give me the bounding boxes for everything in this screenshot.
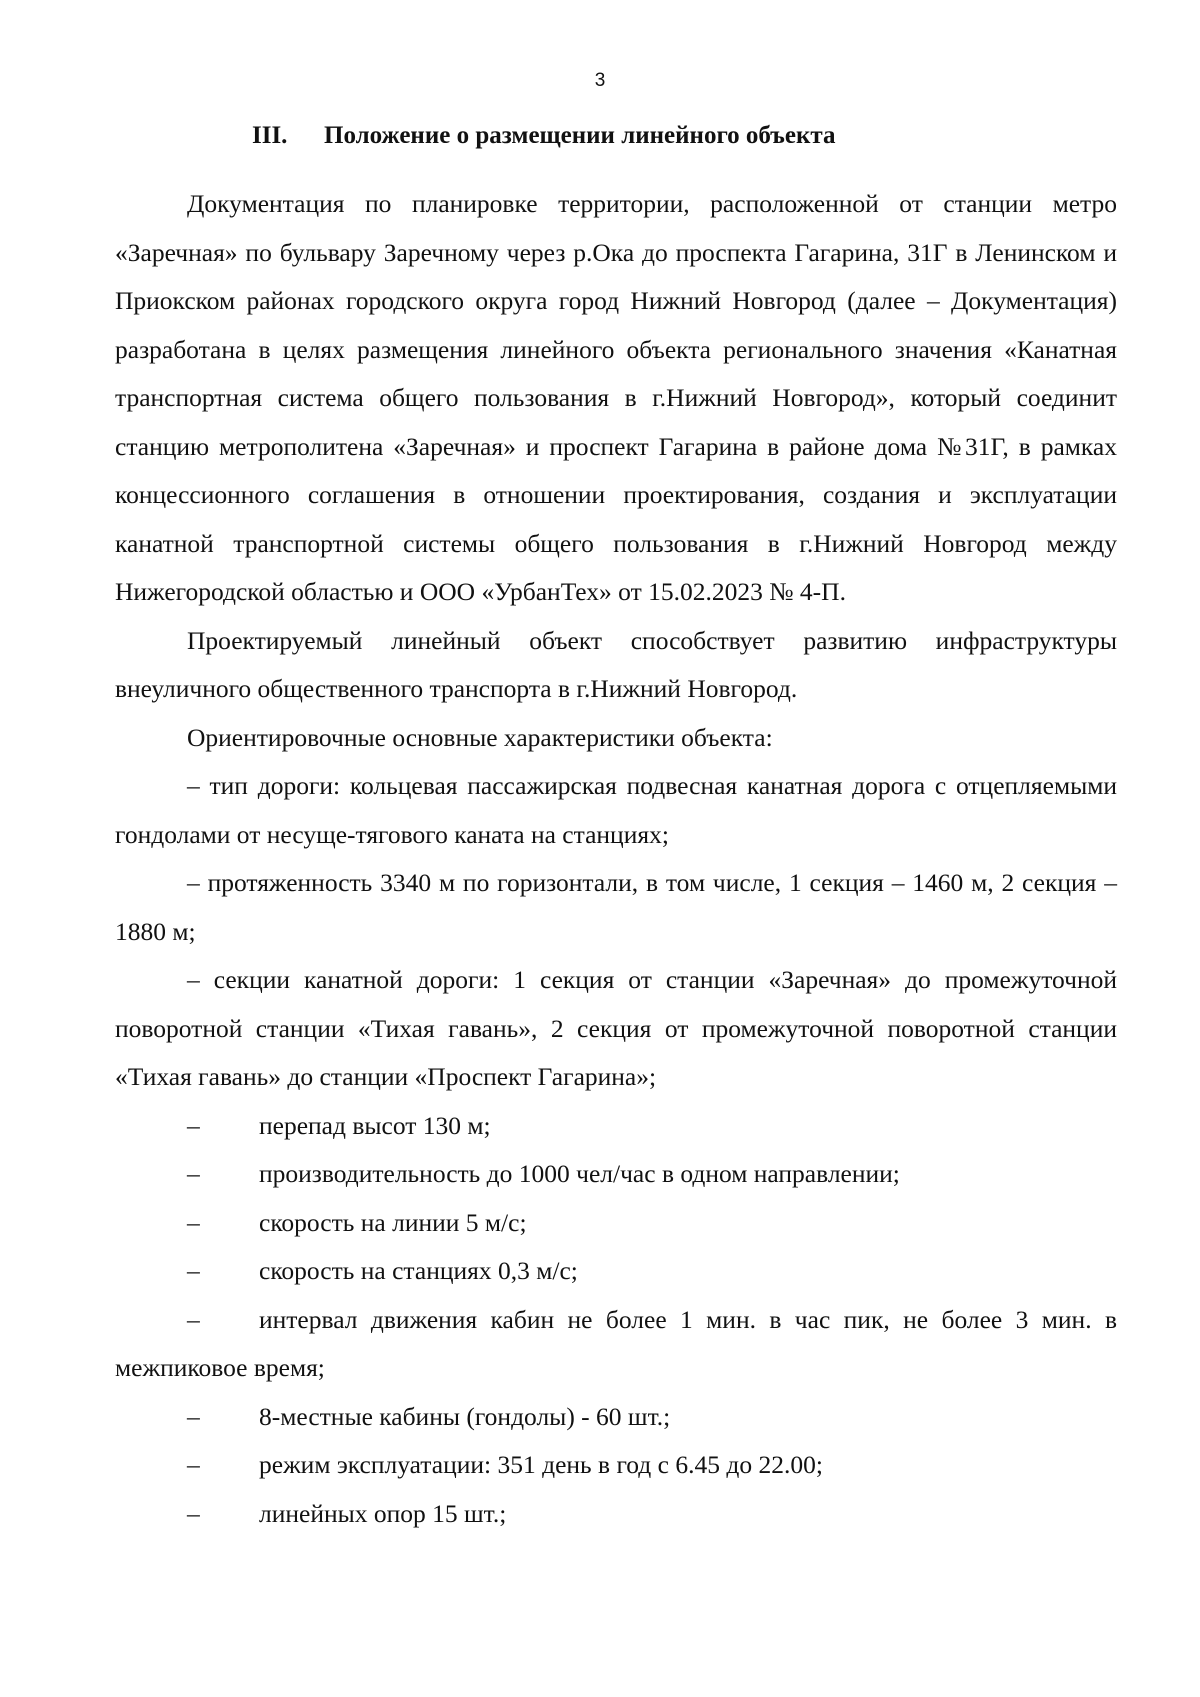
list-dash: – [187, 1159, 200, 1188]
section-number: III. [252, 122, 288, 149]
paragraph-sections: – секции канатной дороги: 1 секция от станции «Заречная» до промежуточной поворотной станции «Тихая гавань», 2 секция от промежуточной поворотной станции «Тихая гавань» до станции «Проспект Гагарина»; [115, 965, 1117, 1091]
list-item-text: скорость на линии 5 м/с; [259, 1207, 527, 1237]
list-dash: – [187, 1450, 200, 1479]
section-heading [252, 122, 835, 150]
list-item-text: производительность до 1000 чел/час в одном направлении; [259, 1159, 900, 1188]
paragraph-documentation: Документация по планировке территории, расположенной от станции метро «Заречная» по бульвару Заречному через р.Ока до проспекта Гагарина, 31Г в Ленинском и Приокском районах городского округа город Нижний Новгород (далее – Документация) разработана в целях размещения линейного объекта регионального значения «Канатная транспортная система общего пользования в г.Нижний Новгород», который соединит станцию метрополитена «Заречная» и проспект Гагарина в районе дома №31Г, в рамках концессионного соглашения в отношении проектирования, создания и эксплуатации канатной транспортной системы общего пользования в г.Нижний Новгород между Нижегородской областью и ООО «УрбанТех» от 15.02.2023 № 4-П. [115, 189, 1117, 606]
list-item [115, 1199, 1117, 1248]
list-item [115, 1150, 1117, 1199]
list-item-text: режим эксплуатации: 351 день в год с 6.45 до 22.00; [259, 1450, 823, 1479]
document-body [115, 180, 1117, 1538]
list-item [115, 1296, 1117, 1393]
list-item-text: 8-местные кабины (гондолы) - 60 шт.; [259, 1401, 671, 1431]
paragraph-road-type: – тип дороги: кольцевая пассажирская подвесная канатная дорога с отцепляемыми гондолами от несуще-тягового каната на станциях; [115, 771, 1117, 849]
section-title: Положение о размещении линейного объекта [324, 122, 836, 149]
paragraph-length: – протяженность 3340 м по горизонтали, в том числе, 1 секция – 1460 м, 2 секция – 1880 м; [115, 868, 1117, 946]
list-item [115, 1102, 1117, 1151]
list-item [115, 1441, 1117, 1490]
page-number: 3 [594, 70, 606, 91]
list-dash: – [187, 1304, 200, 1334]
list-dash: – [187, 1207, 200, 1237]
list-item-text: линейных опор 15 шт.; [259, 1498, 507, 1528]
list-item-text: интервал движения кабин не более 1 мин. в час пик, не более 3 мин. в межпиковое время; [115, 1304, 1117, 1382]
list-item-text: перепад высот 130 м; [259, 1110, 491, 1140]
paragraph-purpose: Проектируемый линейный объект способствует развитию инфраструктуры внеуличного общественного транспорта в г.Нижний Новгород. [115, 625, 1117, 703]
list-item [115, 1393, 1117, 1442]
list-dash: – [187, 1256, 200, 1285]
list-item-text: скорость на станциях 0,3 м/с; [259, 1256, 578, 1285]
list-item [115, 1490, 1117, 1539]
list-dash: – [187, 1110, 200, 1140]
list-dash: – [187, 1401, 200, 1431]
paragraph-characteristics-intro: Ориентировочные основные характеристики объекта: [187, 722, 773, 752]
list-item [115, 1247, 1117, 1296]
list-dash: – [187, 1498, 200, 1528]
